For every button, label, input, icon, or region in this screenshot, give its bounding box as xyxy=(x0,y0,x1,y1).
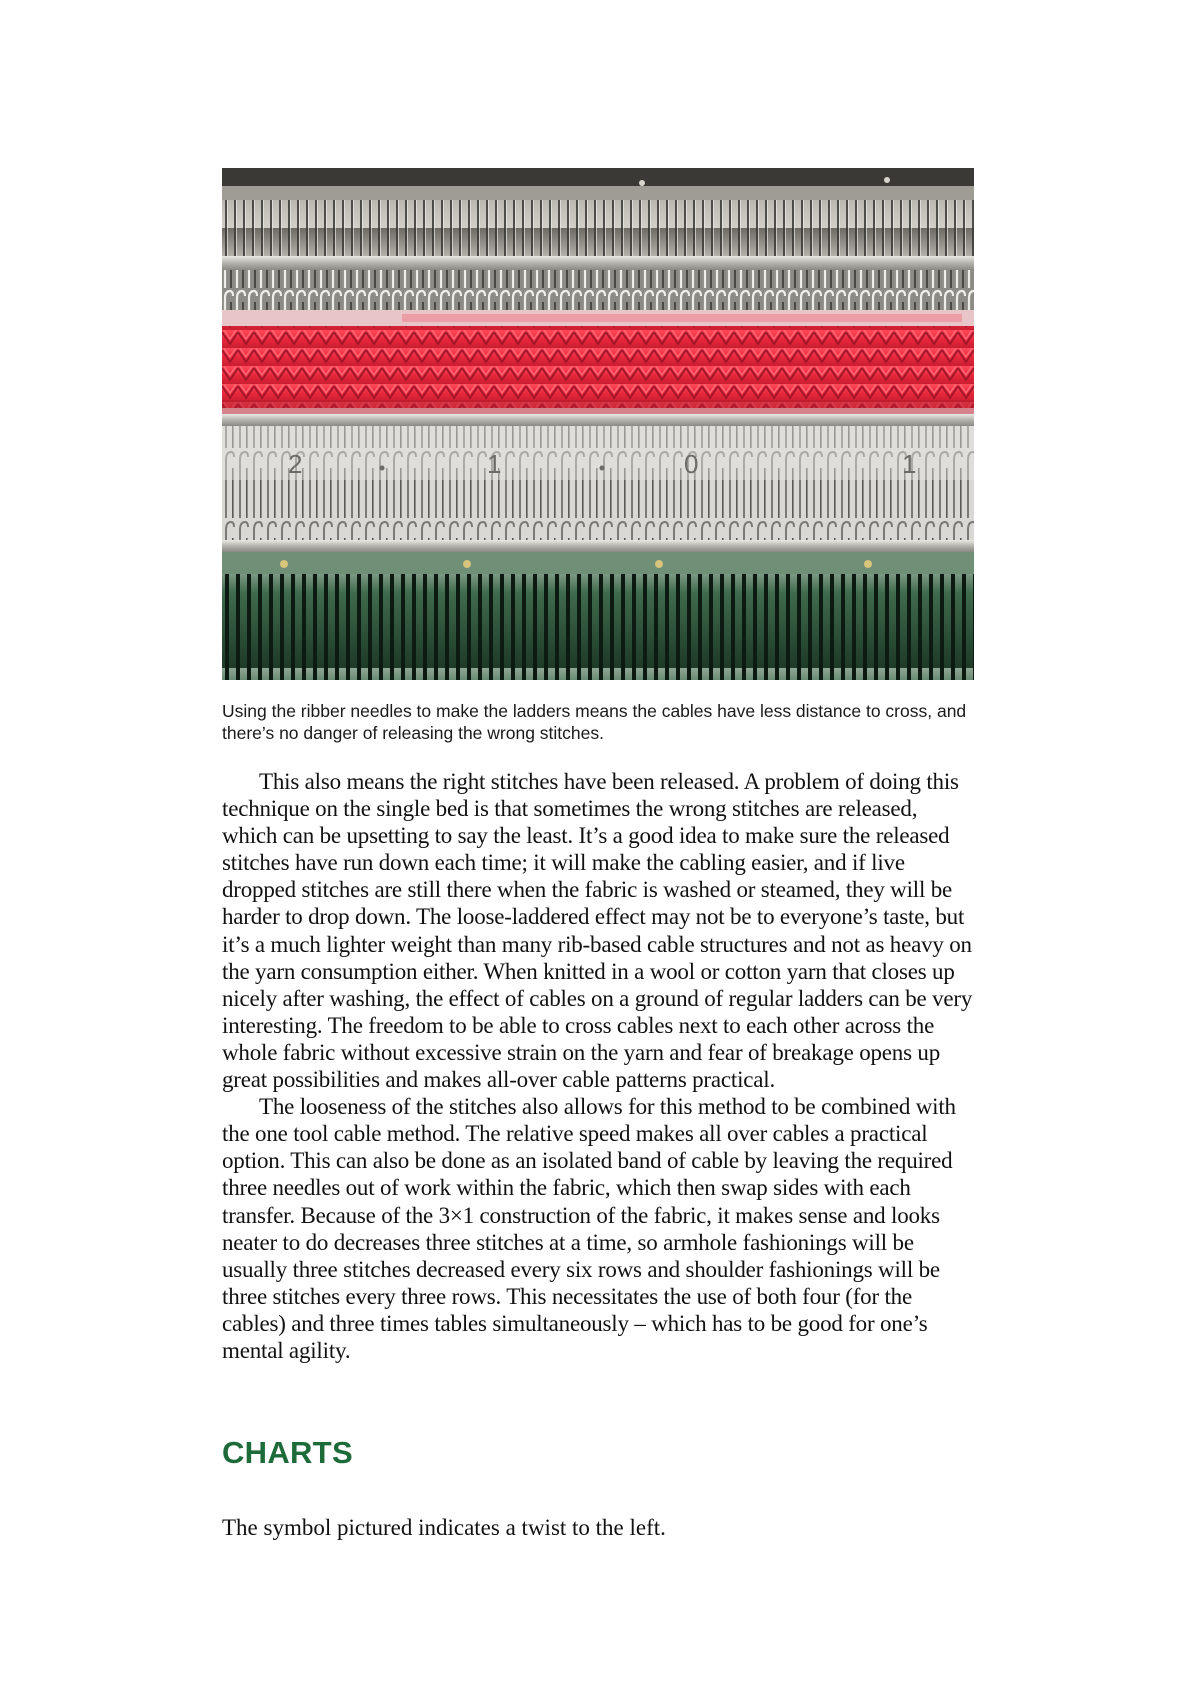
knitting-machine-photo xyxy=(222,168,974,680)
paragraph: This also means the right stitches have been released. A problem of doing this technique on the single bed is that sometimes the wrong stitches are released, which can be upsetting to say the least. It’s a good idea to make sure the released stitches have run down each time; it will make the cabling easier, and if live dropped stitches are still there when the fabric is washed or steamed, they will be harder to drop down. The loose-laddered effect may not be to everyone’s taste, but it’s a much lighter weight than many rib-based cable structures and not as heavy on the yarn consumption either. When knitted in a wool or cotton yarn that closes up nicely after washing, the effect of cables on a ground of regular ladders can be very interesting. The freedom to be able to cross cables next to each other across the whole fabric without excessive strain on the yarn and fear of breakage opens up great possibilities and makes all-over cable patterns practical. xyxy=(222,769,973,1093)
section-text: The symbol pictured indicates a twist to the left. xyxy=(222,1515,666,1540)
needle-number-1-right: 1 xyxy=(902,449,917,479)
article-body xyxy=(222,768,974,1364)
section-heading: CHARTS xyxy=(222,1435,353,1470)
needle-number-2: 2 xyxy=(288,449,303,479)
figure-caption: Using the ribber needles to make the ladders means the cables have less distance to cross, and there’s no danger of releasing the wrong stitches. xyxy=(222,701,967,743)
needle-number-1: 1 xyxy=(487,449,502,479)
paragraph: The looseness of the stitches also allows for this method to be combined with the one tool cable method. The relative speed makes all over cables a practical option. This can also be done as an isolated band of cable by leaving the required three needles out of work within the fabric, which then swap sides with each transfer. Because of the 3×1 construction of the fabric, it makes sense and looks neater to do decreases three stitches at a time, so armhole fashionings will be usually three stitches decreased every six rows and shoulder fashionings will be three stitches every three rows. This necessitates the use of both four (for the cables) and three times tables simultaneously – which has to be good for one’s mental agility. xyxy=(222,1094,956,1363)
needle-number-0: 0 xyxy=(684,449,699,479)
